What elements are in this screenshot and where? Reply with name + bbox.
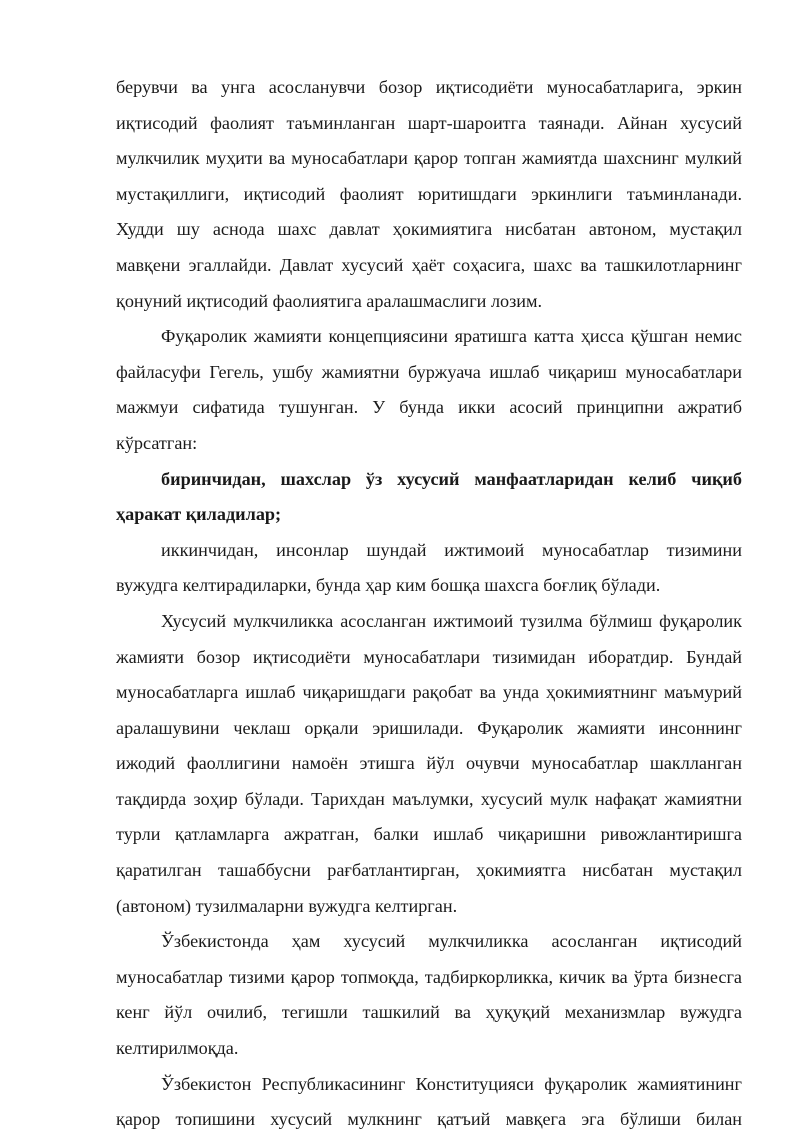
principle-second: иккинчидан, инсонлар шундай ижтимоий муносабатлар тизимини вужудга келтирадиларки, бунда ҳар ким бошқа шахсга боғлиқ бўлади. (116, 539, 742, 596)
document-body (116, 70, 742, 1138)
paragraph-private-property: Хусусий мулкчиликка асосланган ижтимоий тузилма бўлмиш фуқаролик жамияти бозор иқтисодиёти муносабатлари тизимидан иборатдир. Бундай муносабатларга ишлаб чиқаришдаги рақобат ва унда ҳокимиятнинг маъмурий аралашувини чеклаш орқали эришилади. Фуқаролик жамияти инсоннинг ижодий фаоллигини намоён этишга йўл очувчи муносабатлар шаклланган тақдирда зоҳир бўлади. Тарихдан маълумки, хусусий мулк нафақат жамиятни турли қатламларга ажратган, балки ишлаб чиқаришни ривожлантиришга қаратилган ташаббусни рағбатлантирган, ҳокимиятга нисбатан мустақил (автоном) тузилмаларни вужудга келтирган. (116, 610, 742, 916)
paragraph-constitution: Ўзбекистон Республикасининг Конституцияси фуқаролик жамиятининг қарор топишини хусусий мулкнинг қатъий мавқега эга бўлиши билан (116, 1073, 742, 1130)
paragraph-continuation: берувчи ва унга асосланувчи бозор иқтисодиёти муносабатларига, эркин иқтисодий фаолият таъминланган шарт-шароитга таянади. Айнан хусусий мулкчилик муҳити ва муносабатлари қарор топган жамиятда шахснинг мулкий мустақиллиги, иқтисодий фаолият юритишдаги эркинлиги таъминланади. Худди шу аснода шахс давлат ҳокимиятига нисбатан автоном, мустақил мавқени эгаллайди. Давлат хусусий ҳаёт соҳасига, шахс ва ташкилотларнинг қонуний иқтисодий фаолиятига аралашмаслиги лозим. (116, 77, 742, 311)
principle-first: биринчидан, шахслар ўз хусусий манфаатларидан келиб чиқиб ҳаракат қиладилар; (116, 468, 742, 525)
paragraph-hegel: Фуқаролик жамияти концепциясини яратишга катта ҳисса қўшган немис файласуфи Гегель, ушбу жамиятни буржуача ишлаб чиқариш муносабатлари мажмуи сифатида тушунган. У бунда икки асосий принципни ажратиб кўрсатган: (116, 326, 742, 453)
paragraph-uzbekistan: Ўзбекистонда ҳам хусусий мулкчиликка асосланган иқтисодий муносабатлар тизими қарор топмоқда, тадбиркорликка, кичик ва ўрта бизнесга кенг йўл очилиб, тегишли ташкилий ва ҳуқуқий механизмлар вужудга келтирилмоқда. (116, 931, 742, 1059)
